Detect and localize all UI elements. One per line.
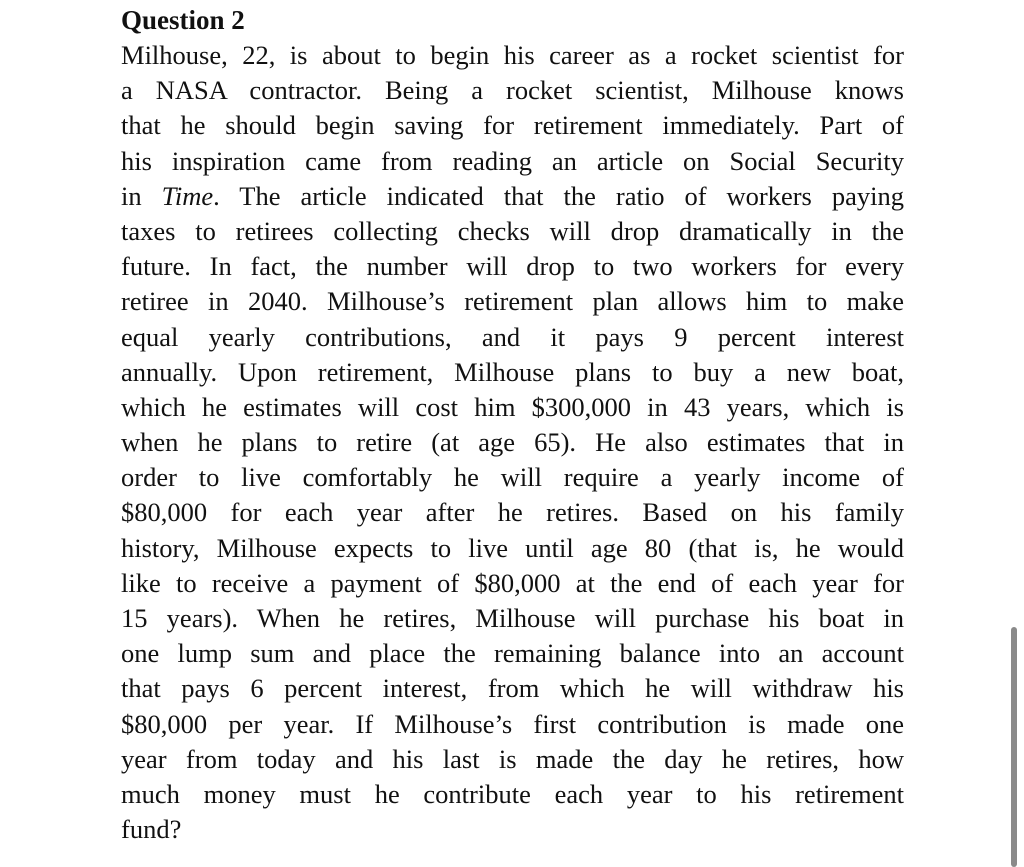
question-line: $80,000 for each year after he retires. Based on his family bbox=[121, 497, 904, 528]
question-line: retiree in 2040. Milhouse’s retirement plan allows him to make bbox=[121, 286, 904, 317]
question-title: Question 2 bbox=[121, 5, 245, 35]
question-body bbox=[121, 38, 904, 847]
italic-magazine-title: Time bbox=[161, 180, 214, 211]
question-line: that pays 6 percent interest, from which he will withdraw his bbox=[121, 673, 904, 704]
line-text-after: . The article indicated that the ratio of workers paying bbox=[213, 180, 904, 211]
question-line-final: fund? bbox=[121, 814, 182, 845]
question-line: 15 years). When he retires, Milhouse will purchase his boat in bbox=[121, 603, 904, 633]
question-line: much money must he contribute each year to his retirement bbox=[121, 778, 904, 809]
question-line: which he estimates will cost him $300,000 in 43 years, which is bbox=[121, 391, 904, 422]
question-line: like to receive a payment of $80,000 at the end of each year for bbox=[121, 567, 904, 598]
question-line: that he should begin saving for retirement immediately. Part of bbox=[121, 110, 904, 141]
question-line: taxes to retirees collecting checks will drop dramatically in the bbox=[121, 215, 904, 246]
question-line: equal yearly contributions, and it pays 9 percent interest bbox=[121, 321, 904, 352]
question-line: when he plans to retire (at age 65). He also estimates that in bbox=[121, 427, 904, 458]
vertical-scrollbar[interactable] bbox=[1011, 627, 1017, 867]
question-line: annually. Upon retirement, Milhouse plans to buy a new boat, bbox=[121, 356, 904, 387]
question-line-with-italic bbox=[121, 179, 904, 214]
question-line: $80,000 per year. If Milhouse’s first contribution is made one bbox=[121, 708, 904, 739]
question-line: future. In fact, the number will drop to two workers for every bbox=[121, 251, 904, 282]
question-line: year from today and his last is made the day he retires, how bbox=[121, 743, 904, 774]
question-line: history, Milhouse expects to live until age 80 (that is, he would bbox=[121, 532, 904, 563]
question-line: one lump sum and place the remaining balance into an account bbox=[121, 638, 904, 669]
question-line: Milhouse, 22, is about to begin his career as a rocket scientist for bbox=[121, 40, 904, 70]
question-line: a NASA contractor. Being a rocket scientist, Milhouse knows bbox=[121, 75, 904, 106]
question-line: order to live comfortably he will require a yearly income of bbox=[121, 462, 904, 493]
question-document bbox=[121, 2, 904, 847]
question-line: his inspiration came from reading an article on Social Security bbox=[121, 145, 904, 176]
line-text-before: in bbox=[121, 180, 162, 211]
